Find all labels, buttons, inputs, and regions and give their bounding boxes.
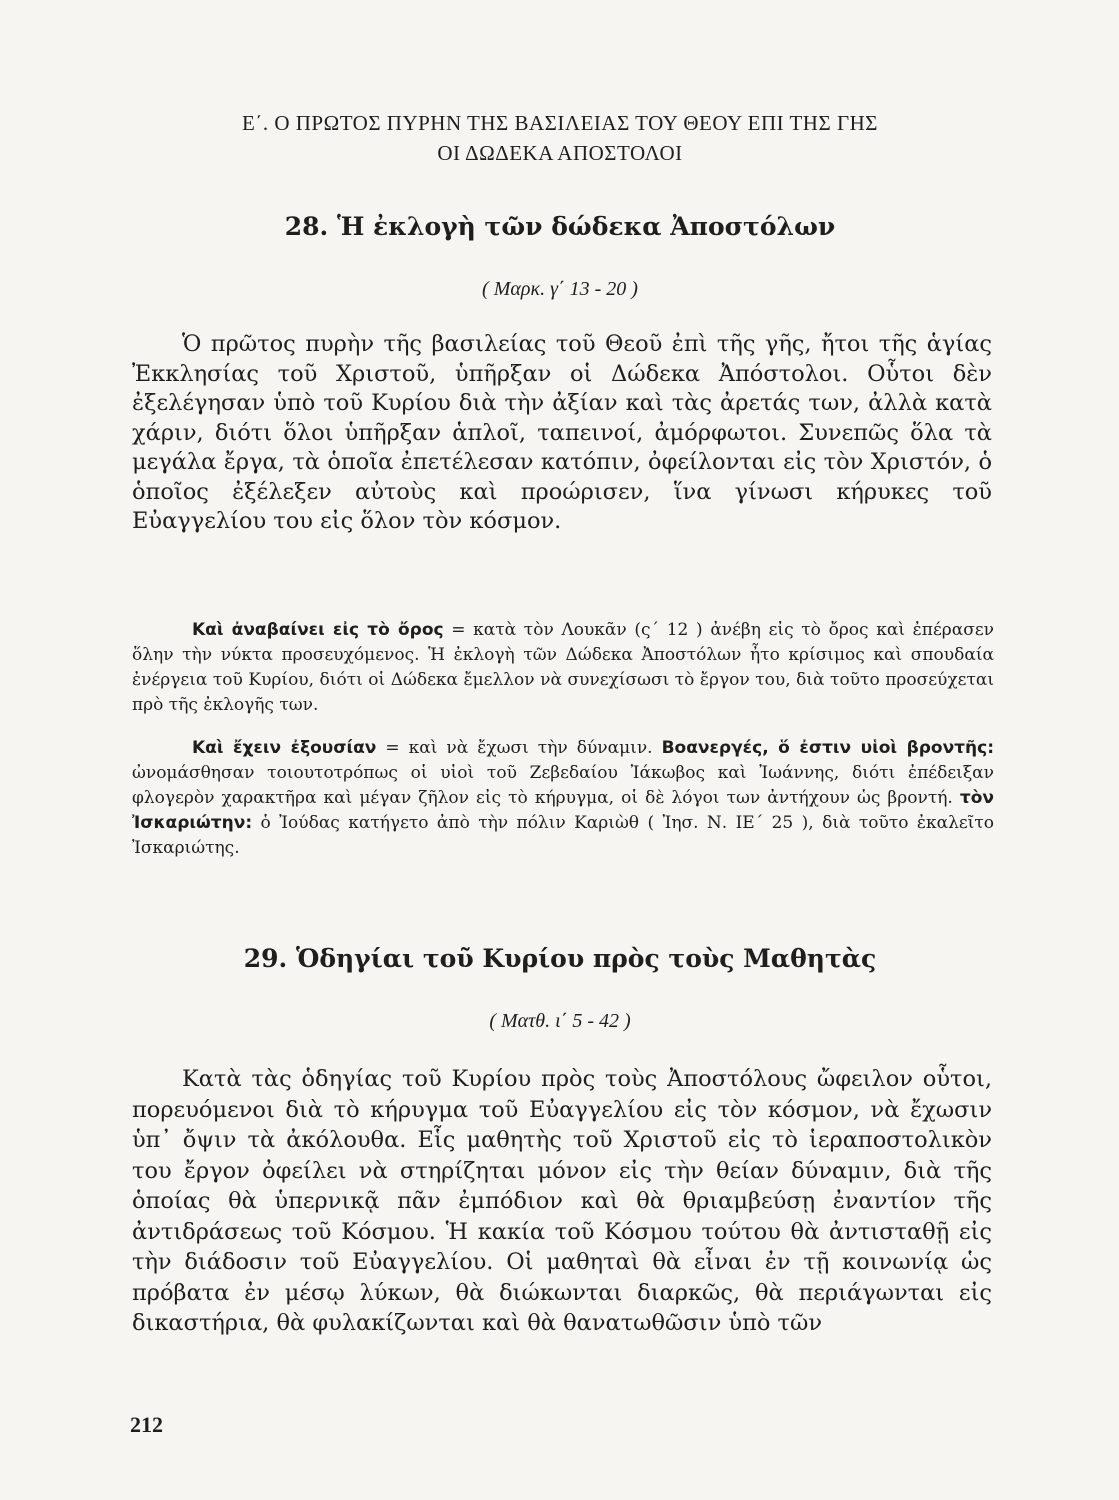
note-text: = καὶ νὰ ἔχωσι τὴν δύναμιν. xyxy=(376,738,662,758)
note-term: τὸν Ἰσκαριώτην: xyxy=(132,788,994,833)
note-text: ὁ Ἰούδας κατήγετο ἀπὸ τὴν πόλιν Καριὼθ ( Ἰησ. Ν. ΙΕ΄ 25 ), διὰ τοῦτο ἐκαλεῖτο Ἰσκαριώτης. xyxy=(132,813,994,858)
section-29-reference: ( Ματθ. ι΄ 5 - 42 ) xyxy=(489,1010,631,1032)
chapter-subtitle: ΟΙ ΔΩΔΕΚΑ ΑΠΟΣΤΟΛΟΙ xyxy=(437,141,683,165)
section-28-note-1 xyxy=(132,618,994,718)
note-text: ὠνομάσθησαν τοιουτοτρόπως οἱ υἱοὶ τοῦ Ζεβεδαίου Ἰάκωβος καὶ Ἰωάννης, διότι ἐπέδειξαν φλογερὸν χαρακτῆρα καὶ μέγαν ζῆλον εἰς τὸ κήρυγμα, οἱ δὲ λόγοι των ἀντήχουν ὡς βροντή. xyxy=(132,763,994,808)
section-28-paragraph xyxy=(132,330,992,537)
section-29-paragraph-text: Κατὰ τὰς ὁδηγίας τοῦ Κυρίου πρὸς τοὺς Ἀποστόλους ὤφειλον οὗτοι, πορευόμενοι διὰ τὸ κήρυγμα τοῦ Εὐαγγελίου εἰς τὸν κόσμον, νὰ ἔχωσιν ὑπ᾽ ὄψιν τὰ ἀκόλουθα. Εἷς μαθητὴς τοῦ Χριστοῦ εἰς τὸ ἱεραποστολικὸν του ἔργον ὀφείλει νὰ στηρίζηται μόνον εἰς τὴν θείαν δύναμιν, διὰ τῆς ὁποίας θὰ ὑπερνικᾷ πᾶν ἐμπόδιον καὶ θὰ θριαμβεύσῃ ἐναντίον τῆς ἀντιδράσεως τοῦ Κόσμου. Ἡ κακία τοῦ Κόσμου τούτου θὰ ἀντισταθῇ εἰς τὴν διάδοσιν τοῦ Εὐαγγελίου. Οἱ μαθηταὶ θὰ εἶναι ἐν τῇ κοινωνίᾳ ὡς πρόβατα ἐν μέσῳ λύκων, θὰ διώκωνται διαρκῶς, θὰ περιάγωνται εἰς δικαστήρια, θὰ φυλακίζωνται καὶ θὰ θανατωθῶσιν ὑπὸ τῶν xyxy=(132,1066,992,1336)
section-28-reference: ( Μαρκ. γ΄ 13 - 20 ) xyxy=(482,278,638,300)
note-term: Βοανεργές, ὅ ἐστιν υἱοὶ βροντῆς: xyxy=(661,738,994,758)
section-28-note-2 xyxy=(132,736,994,861)
section-29-title: 29. Ὁδηγίαι τοῦ Κυρίου πρὸς τοὺς Μαθητὰς xyxy=(243,944,877,973)
section-29-paragraph xyxy=(132,1064,992,1339)
note-text: = κατὰ τὸν Λουκᾶν (ς΄ 12 ) ἀνέβη εἰς τὸ ὄρος καὶ ἐπέρασεν ὅλην τὴν νύκτα προσευχόμενος. Ἡ ἐκλογὴ τῶν Δώδεκα Ἀποστόλων ἦτο κρίσιμος καὶ σπουδαία ἐνέργεια τοῦ Κυρίου, διότι οἱ Δώδεκα ἔμελλον νὰ συνεχίσωσι τὸ ἔργον του, διὰ τοῦτο προσεύχεται πρὸ τῆς ἐκλογῆς των. xyxy=(132,620,994,715)
note-term: Καὶ ἀναβαίνει εἰς τὸ ὄρος xyxy=(192,620,444,640)
note-term: Καὶ ἔχειν ἐξουσίαν xyxy=(192,738,377,758)
chapter-title: Ε΄. Ο ΠΡΩΤΟΣ ΠΥΡΗΝ ΤΗΣ ΒΑΣΙΛΕΙΑΣ ΤΟΥ ΘΕΟΥ ΕΠΙ ΤΗΣ ΓΗΣ xyxy=(242,111,878,135)
section-28-paragraph-text: Ὁ πρῶτος πυρὴν τῆς βασιλείας τοῦ Θεοῦ ἐπὶ τῆς γῆς, ἤτοι τῆς ἁγίας Ἐκκλησίας τοῦ Χριστοῦ, ὑπῆρξαν οἱ Δώδεκα Ἀπόστολοι. Οὗτοι δὲν ἐξελέγησαν ὑπὸ τοῦ Κυρίου διὰ τὴν ἀξίαν καὶ τὰς ἀρετάς των, ἀλλὰ κατὰ χάριν, διότι ὅλοι ὑπῆρξαν ἁπλοῖ, ταπεινοί, ἀμόρφωτοι. Συνεπῶς ὅλα τὰ μεγάλα ἔργα, τὰ ὁποῖα ἐπετέλεσαν κατόπιν, ὀφείλονται εἰς τὸν Χριστόν, ὁ ὁποῖος ἐξέλεξεν αὐτοὺς καὶ προώρισεν, ἵνα γίνωσι κήρυκες τοῦ Εὐαγγελίου του εἰς ὅλον τὸν κόσμον. xyxy=(132,331,992,534)
chapter-heading xyxy=(100,108,1020,168)
page-number: 212 xyxy=(130,1412,163,1437)
section-28-title: 28. Ἡ ἐκλογὴ τῶν δώδεκα Ἀποστόλων xyxy=(284,212,836,241)
